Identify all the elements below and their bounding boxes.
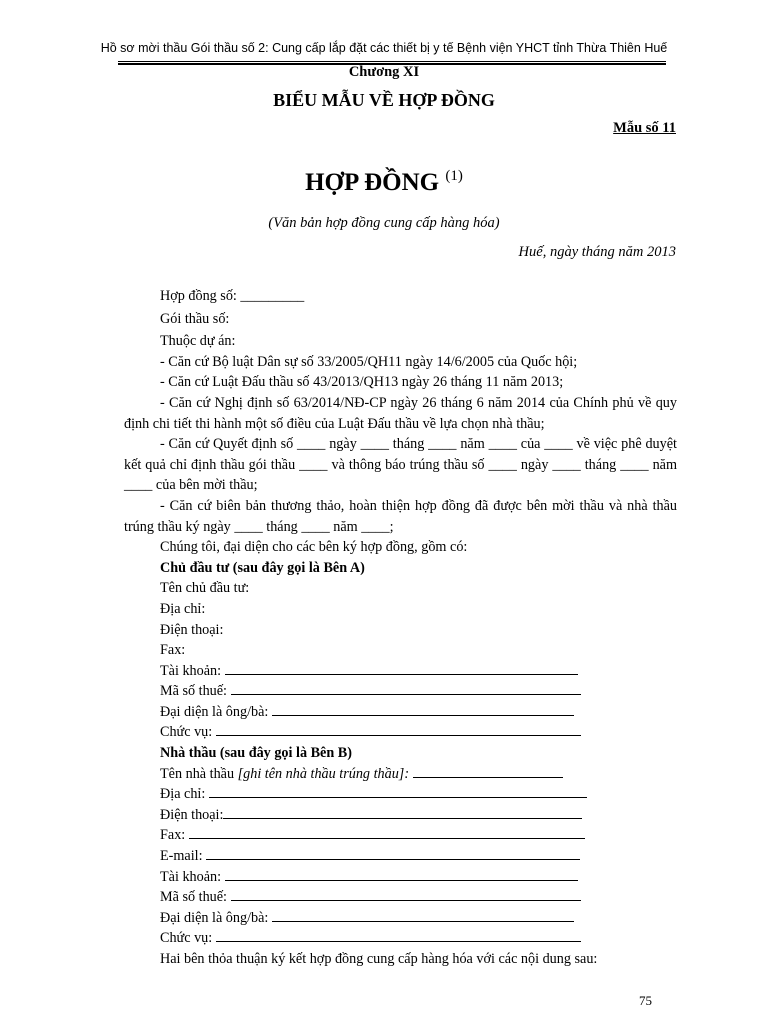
contract-title bbox=[0, 168, 768, 197]
party-a-heading: Chủ đầu tư (sau đây gọi là Bên A) bbox=[160, 559, 365, 576]
party-b-position-label: Chức vụ: bbox=[160, 930, 213, 947]
party-a-name: Tên chủ đầu tư: bbox=[160, 580, 250, 597]
forms-title: BIỂU MẪU VỀ HỢP ĐỒNG bbox=[273, 90, 495, 110]
legal-basis-1: - Căn cứ Bộ luật Dân sự số 33/2005/QH11 ngày 14/6/2005 của Quốc hội; bbox=[160, 353, 578, 370]
party-a-position-row bbox=[160, 722, 677, 743]
legal-basis-3: - Căn cứ Nghị định số 63/2014/NĐ-CP ngày 26 tháng 6 năm 2014 của Chính phủ về quy định chi tiết thi hành một số điều của Luật Đấu thầu về lựa chọn nhà thầu; bbox=[124, 394, 677, 432]
party-b-position-row bbox=[160, 928, 677, 949]
party-b-account-field[interactable] bbox=[225, 868, 578, 881]
party-a-rep-label: Đại diện là ông/bà: bbox=[160, 703, 269, 720]
party-b-account-row bbox=[160, 867, 677, 888]
party-a-account-field[interactable] bbox=[225, 662, 578, 675]
party-b-heading: Nhà thầu (sau đây gọi là Bên B) bbox=[160, 745, 352, 762]
party-a-rep-field[interactable] bbox=[272, 703, 574, 716]
package-number: Gói thầu số: bbox=[160, 310, 230, 327]
party-b-name-hint: [ghi tên nhà thầu trúng thầu] bbox=[237, 765, 405, 782]
legal-basis-5: - Căn cứ biên bản thương thảo, hoàn thiện hợp đồng đã được bên mời thầu và nhà thầu trúng thầu ký ngày ____ tháng ____ năm ____; bbox=[124, 497, 677, 535]
party-b-phone-label: Điện thoại: bbox=[160, 806, 224, 823]
closing-line: Hai bên thỏa thuận ký kết hợp đồng cung cấp hàng hóa với các nội dung sau: bbox=[160, 951, 598, 967]
party-a-tax-label: Mã số thuế: bbox=[160, 683, 227, 700]
party-b-tax-row bbox=[160, 887, 677, 908]
party-a-address: Địa chỉ: bbox=[160, 600, 206, 617]
party-b-tax-label: Mã số thuế: bbox=[160, 889, 227, 906]
party-b-email-label: E-mail: bbox=[160, 848, 203, 865]
party-a-position-label: Chức vụ: bbox=[160, 724, 213, 741]
party-b-tax-field[interactable] bbox=[231, 888, 581, 901]
party-b-fax-row bbox=[160, 825, 677, 846]
party-b-name-field[interactable] bbox=[413, 765, 563, 778]
running-header: Hồ sơ mời thầu Gói thầu số 2: Cung cấp lắp đặt các thiết bị y tế Bệnh viện YHCT tỉnh Thừa Thiên Huế bbox=[100, 41, 668, 55]
party-a-account-label: Tài khoản: bbox=[160, 662, 222, 679]
page-number: 75 bbox=[639, 993, 652, 1008]
header-rule-thin bbox=[118, 61, 666, 62]
party-a-rep-row bbox=[160, 702, 677, 723]
party-a-tax-field[interactable] bbox=[231, 682, 581, 695]
party-b-phone-field[interactable] bbox=[223, 806, 582, 819]
dateline: Huế, ngày tháng năm 2013 bbox=[518, 244, 676, 260]
contract-number: Hợp đồng số: _________ bbox=[160, 288, 305, 304]
party-b-rep-row bbox=[160, 908, 677, 929]
party-a-tax-row bbox=[160, 681, 677, 702]
party-b-account-label: Tài khoản: bbox=[160, 868, 222, 885]
party-b-email-row bbox=[160, 846, 677, 867]
party-b-email-field[interactable] bbox=[206, 847, 580, 860]
contract-subtitle: (Văn bản hợp đồng cung cấp hàng hóa) bbox=[268, 215, 500, 231]
chapter-title: Chương XI bbox=[348, 64, 420, 80]
contract-title-text: HỢP ĐỒNG bbox=[305, 169, 440, 196]
party-b-name-label: Tên nhà thầu bbox=[160, 765, 235, 782]
party-b-fax-label: Fax: bbox=[160, 827, 186, 844]
contract-title-footnote: (1) bbox=[445, 168, 463, 184]
party-b-address-row bbox=[160, 784, 677, 805]
party-b-rep-label: Đại diện là ông/bà: bbox=[160, 909, 269, 926]
party-b-address-field[interactable] bbox=[209, 785, 587, 798]
form-number: Mẫu số 11 bbox=[613, 120, 676, 136]
party-b-phone-row bbox=[160, 805, 677, 826]
legal-basis-2: - Căn cứ Luật Đấu thầu số 43/2013/QH13 ngày 26 tháng 11 năm 2013; bbox=[160, 374, 564, 391]
parties-intro: Chúng tôi, đại diện cho các bên ký hợp đồng, gồm có: bbox=[160, 539, 468, 556]
contract-body bbox=[124, 286, 677, 970]
party-b-rep-field[interactable] bbox=[272, 909, 574, 922]
party-b-name-colon: : bbox=[404, 765, 410, 782]
party-b-fax-field[interactable] bbox=[189, 826, 585, 839]
party-b-position-field[interactable] bbox=[216, 929, 581, 942]
party-a-position-field[interactable] bbox=[216, 723, 581, 736]
project-line: Thuộc dự án: bbox=[160, 333, 236, 350]
party-a-fax: Fax: bbox=[160, 642, 186, 659]
party-a-account-row bbox=[160, 661, 677, 682]
legal-basis-4: - Căn cứ Quyết định số ____ ngày ____ tháng ____ năm ____ của ____ về việc phê duyệt kết quả chỉ định thầu gói thầu ____ và thông báo trúng thầu số ____ ngày ____ tháng ____ năm ____ của bên mời thầu; bbox=[124, 436, 677, 494]
party-b-name-row bbox=[160, 764, 677, 785]
party-b-address-label: Địa chỉ: bbox=[160, 786, 206, 803]
party-a-phone: Điện thoại: bbox=[160, 621, 224, 638]
